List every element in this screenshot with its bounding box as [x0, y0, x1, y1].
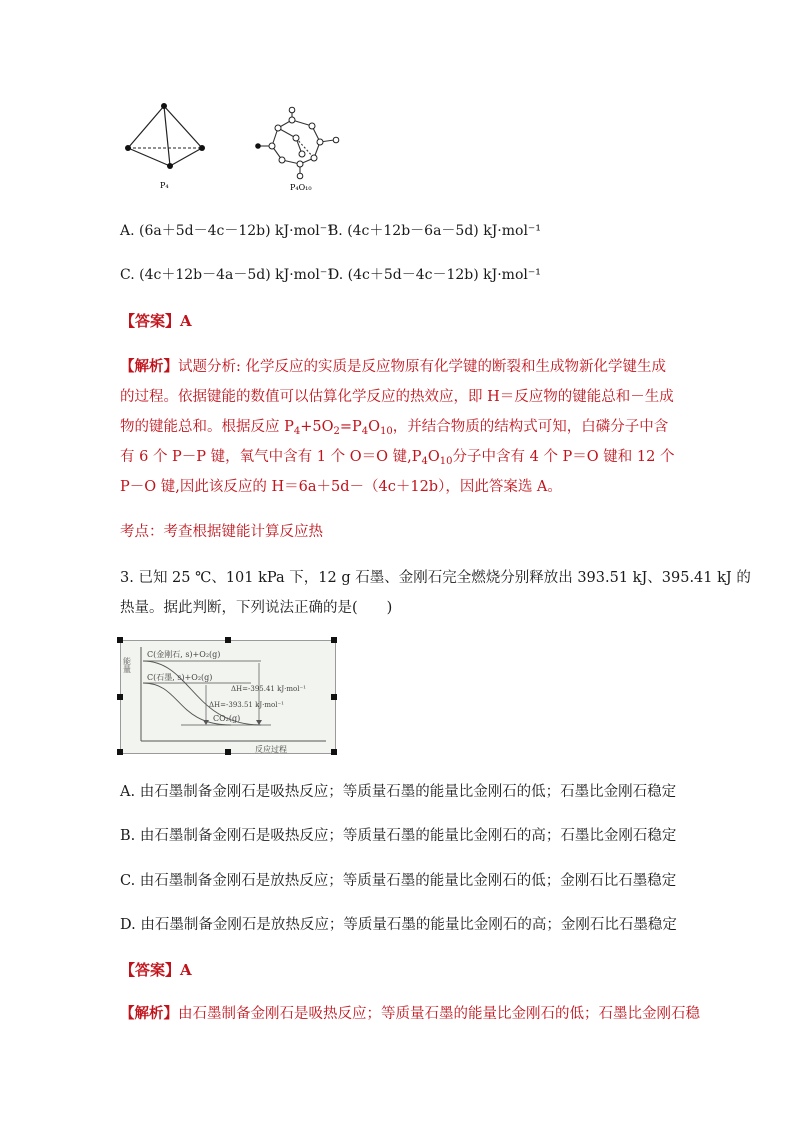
dh-diamond-label: ΔH=-395.41 kJ·mol⁻¹ — [231, 685, 306, 693]
product-label: CO₂(g) — [213, 714, 241, 723]
answer-value: A — [180, 312, 192, 330]
formula-p4o10-o-sub: 10 — [380, 426, 393, 437]
energy-diagram — [121, 641, 335, 753]
ylabel: 能量 — [122, 657, 132, 673]
q3-analysis-text: 由石墨制备金刚石是吸热反应；等质量石墨的能量比金刚石的低；石墨比金刚石稳 — [178, 1006, 700, 1022]
formula-o: O — [368, 419, 381, 435]
kaodian: 考点：考查根据键能计算反应热 — [120, 524, 323, 540]
resize-handle-br[interactable] — [331, 749, 337, 755]
energy-diagram-frame — [120, 640, 336, 754]
resize-handle-bm[interactable] — [225, 749, 231, 755]
q3-answer-value: A — [180, 961, 192, 979]
resize-handle-ml[interactable] — [117, 694, 123, 700]
p4o10-label: P₄O₁₀ — [290, 183, 312, 192]
resize-handle-tl[interactable] — [117, 637, 123, 643]
formula-p4o10b: P — [411, 449, 422, 465]
formula-p4o10-p-sub: 4 — [361, 426, 369, 437]
p4-structure-figure — [118, 98, 218, 198]
resize-handle-tr[interactable] — [331, 637, 337, 643]
formula-p4-sub: 4 — [293, 426, 301, 437]
resize-handle-tm[interactable] — [225, 637, 231, 643]
answer-tag: 【答案】 — [120, 312, 181, 330]
analysis-tag: 【解析】 — [120, 358, 178, 375]
q3-stem-line2: 热量。据此判断，下列说法正确的是( ) — [120, 600, 393, 616]
analysis-text-1: 试题分析: 化学反应的实质是反应物原有化学键的断裂和生成物新化学键生成的过程。依据键能的数值可以估算化学反应的热效应，即 H＝反应物的键能总和－生成物的键能总和。根据反应 — [120, 359, 674, 435]
q3-answer-tag: 【答案】 — [120, 961, 181, 979]
dh-graphite-label: ΔH=-393.51 kJ·mol⁻¹ — [209, 701, 284, 709]
formula-o2-sub: 2 — [333, 426, 340, 437]
formula-p4o10b-o: O — [427, 449, 440, 465]
formula-p4o10b-sub1: 4 — [421, 456, 428, 467]
formula-p4: P — [284, 419, 294, 435]
p4-label: P₄ — [160, 181, 169, 190]
q3-analysis — [120, 1004, 700, 1024]
option-b: B. (4c＋12b－6a－5d) kJ·mol⁻¹ — [328, 223, 541, 239]
formula-eq: =P — [339, 419, 362, 435]
resize-handle-bl[interactable] — [117, 749, 123, 755]
option-a: A. (6a＋5d－4c－12b) kJ·mol⁻¹ — [120, 223, 333, 239]
analysis-paragraph — [120, 352, 680, 502]
resize-handle-mr[interactable] — [331, 694, 337, 700]
graphite-level-label: C(石墨, s)+O₂(g) — [147, 673, 213, 682]
formula-plus: +5O — [300, 419, 334, 435]
q3-option-c: C. 由石墨制备金刚石是放热反应；等质量石墨的能量比金刚石的低；金刚石比石墨稳定 — [120, 873, 677, 889]
q3-option-d: D. 由石墨制备金刚石是放热反应；等质量石墨的能量比金刚石的高；金刚石比石墨稳定 — [120, 917, 677, 933]
q3-answer-row — [120, 960, 192, 980]
answer-row — [120, 311, 192, 331]
diamond-level-label: C(金刚石, s)+O₂(g) — [147, 650, 221, 659]
q3-option-b: B. 由石墨制备金刚石是吸热反应；等质量石墨的能量比金刚石的高；石墨比金刚石稳定 — [120, 828, 677, 844]
q3-analysis-tag: 【解析】 — [120, 1005, 178, 1022]
q3-stem-line1: 3. 已知 25 ℃、101 kPa 下，12 g 石墨、金刚石完全燃烧分别释放出 393.51 kJ、395.41 kJ 的 — [120, 570, 751, 586]
option-d: D. (4c＋5d－4c－12b) kJ·mol⁻¹ — [328, 267, 541, 283]
option-c: C. (4c＋12b－4a－5d) kJ·mol⁻¹ — [120, 267, 333, 283]
formula-p4o10b-sub2: 10 — [439, 456, 453, 467]
analysis-text-2: ，并结合物质的结构式可知，白磷分子中含有 6 个 P－P 键，氧气中含有 1 个 O＝O 键, — [120, 419, 669, 465]
p4o10-structure-figure — [250, 98, 350, 198]
analysis-text-3: 分子中含有 4 个 P＝O 键和 12 个 P－O 键,因此该反应的 H＝6a＋5d－（4c＋12b），因此答案选 A。 — [120, 449, 675, 495]
xlabel: 反应过程 — [255, 745, 287, 753]
q3-option-a: A. 由石墨制备金刚石是吸热反应；等质量石墨的能量比金刚石的低；石墨比金刚石稳定 — [120, 784, 677, 800]
